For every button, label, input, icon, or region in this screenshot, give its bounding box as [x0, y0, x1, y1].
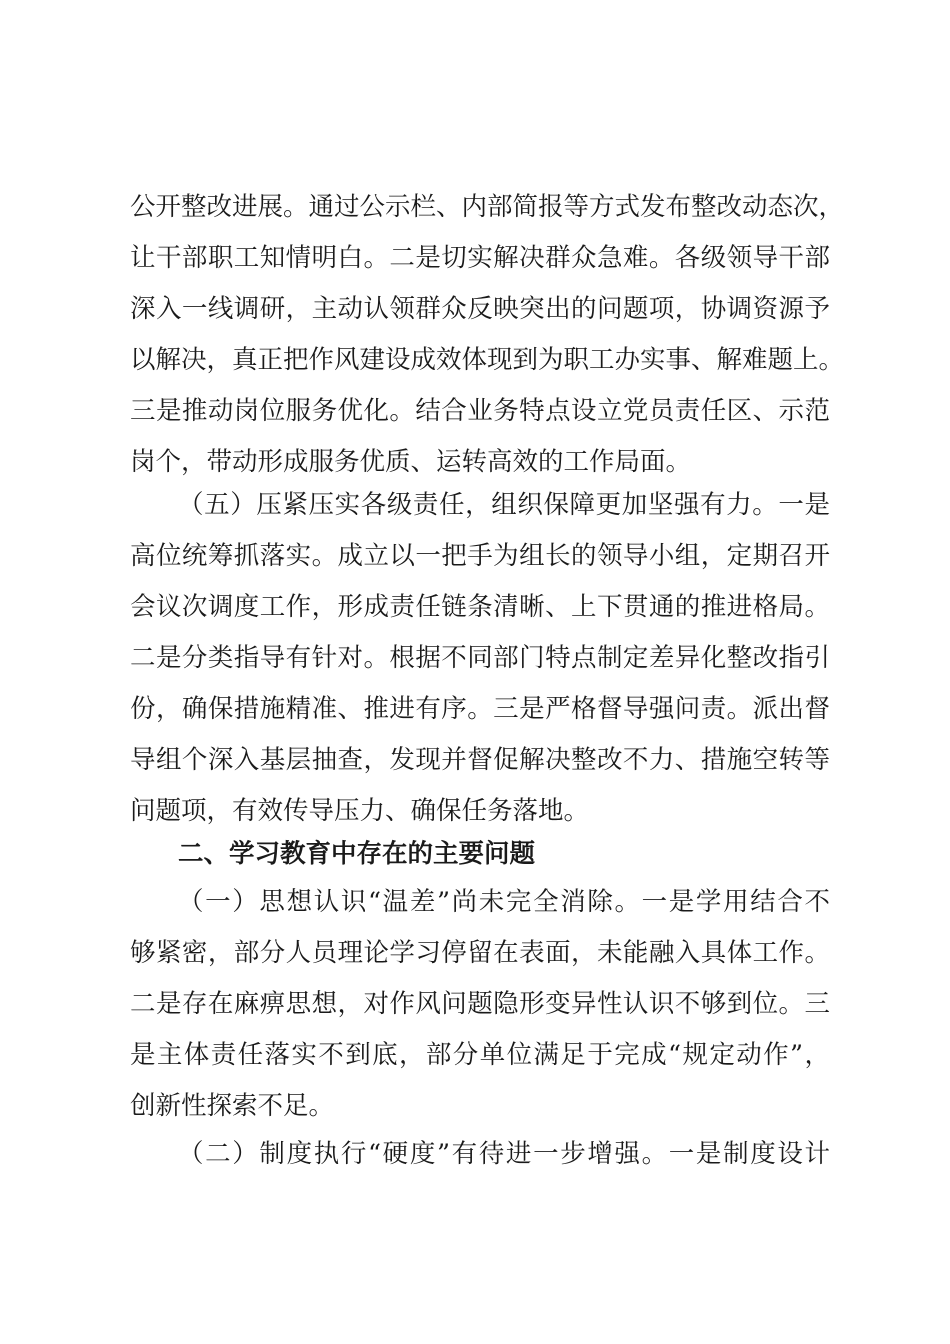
section-5-heading-line: （五）压紧压实各级责任，组织保障更加坚强有力。一是 [178, 490, 830, 520]
body-text-line: 够紧密，部分人员理论学习停留在表面，未能融入具体工作。 [130, 938, 830, 968]
body-text-line: 二是存在麻痹思想，对作风问题隐形变异性认识不够到位。三 [130, 989, 830, 1019]
subsection-2-heading-line: （二）制度执行“硬度”有待进一步增强。一是制度设计 [178, 1139, 830, 1169]
chapter-heading: 二、学习教育中存在的主要问题 [178, 839, 536, 869]
body-text-line: 让干部职工知情明白。二是切实解决群众急难。各级领导干部 [130, 243, 830, 273]
body-text-line: 份，确保措施精准、推进有序。三是严格督导强问责。派出督 [130, 694, 830, 724]
body-text-line: 会议次调度工作，形成责任链条清晰、上下贯通的推进格局。 [130, 592, 830, 622]
body-text-line: 公开整改进展。通过公示栏、内部简报等方式发布整改动态次， [130, 192, 845, 222]
body-text-line: 创新性探索不足。 [130, 1091, 335, 1121]
body-text-line: 高位统筹抓落实。成立以一把手为组长的领导小组，定期召开 [130, 541, 830, 571]
body-text-line: 问题项，有效传导压力、确保任务落地。 [130, 796, 590, 826]
body-text-line: 二是分类指导有针对。根据不同部门特点制定差异化整改指引 [130, 643, 830, 673]
body-text-line: 深入一线调研，主动认领群众反映突出的问题项，协调资源予 [130, 294, 830, 324]
body-text-line: 以解决，真正把作风建设成效体现到为职工办实事、解难题上。 [130, 345, 845, 375]
body-text-line: 岗个，带动形成服务优质、运转高效的工作局面。 [130, 447, 692, 477]
body-text-line: 导组个深入基层抽查，发现并督促解决整改不力、措施空转等 [130, 745, 830, 775]
subsection-1-heading-line: （一）思想认识“温差”尚未完全消除。一是学用结合不 [178, 887, 830, 917]
body-text-line: 是主体责任落实不到底，部分单位满足于完成“规定动作”， [130, 1040, 830, 1070]
body-text-line: 三是推动岗位服务优化。结合业务特点设立党员责任区、示范 [130, 396, 830, 426]
